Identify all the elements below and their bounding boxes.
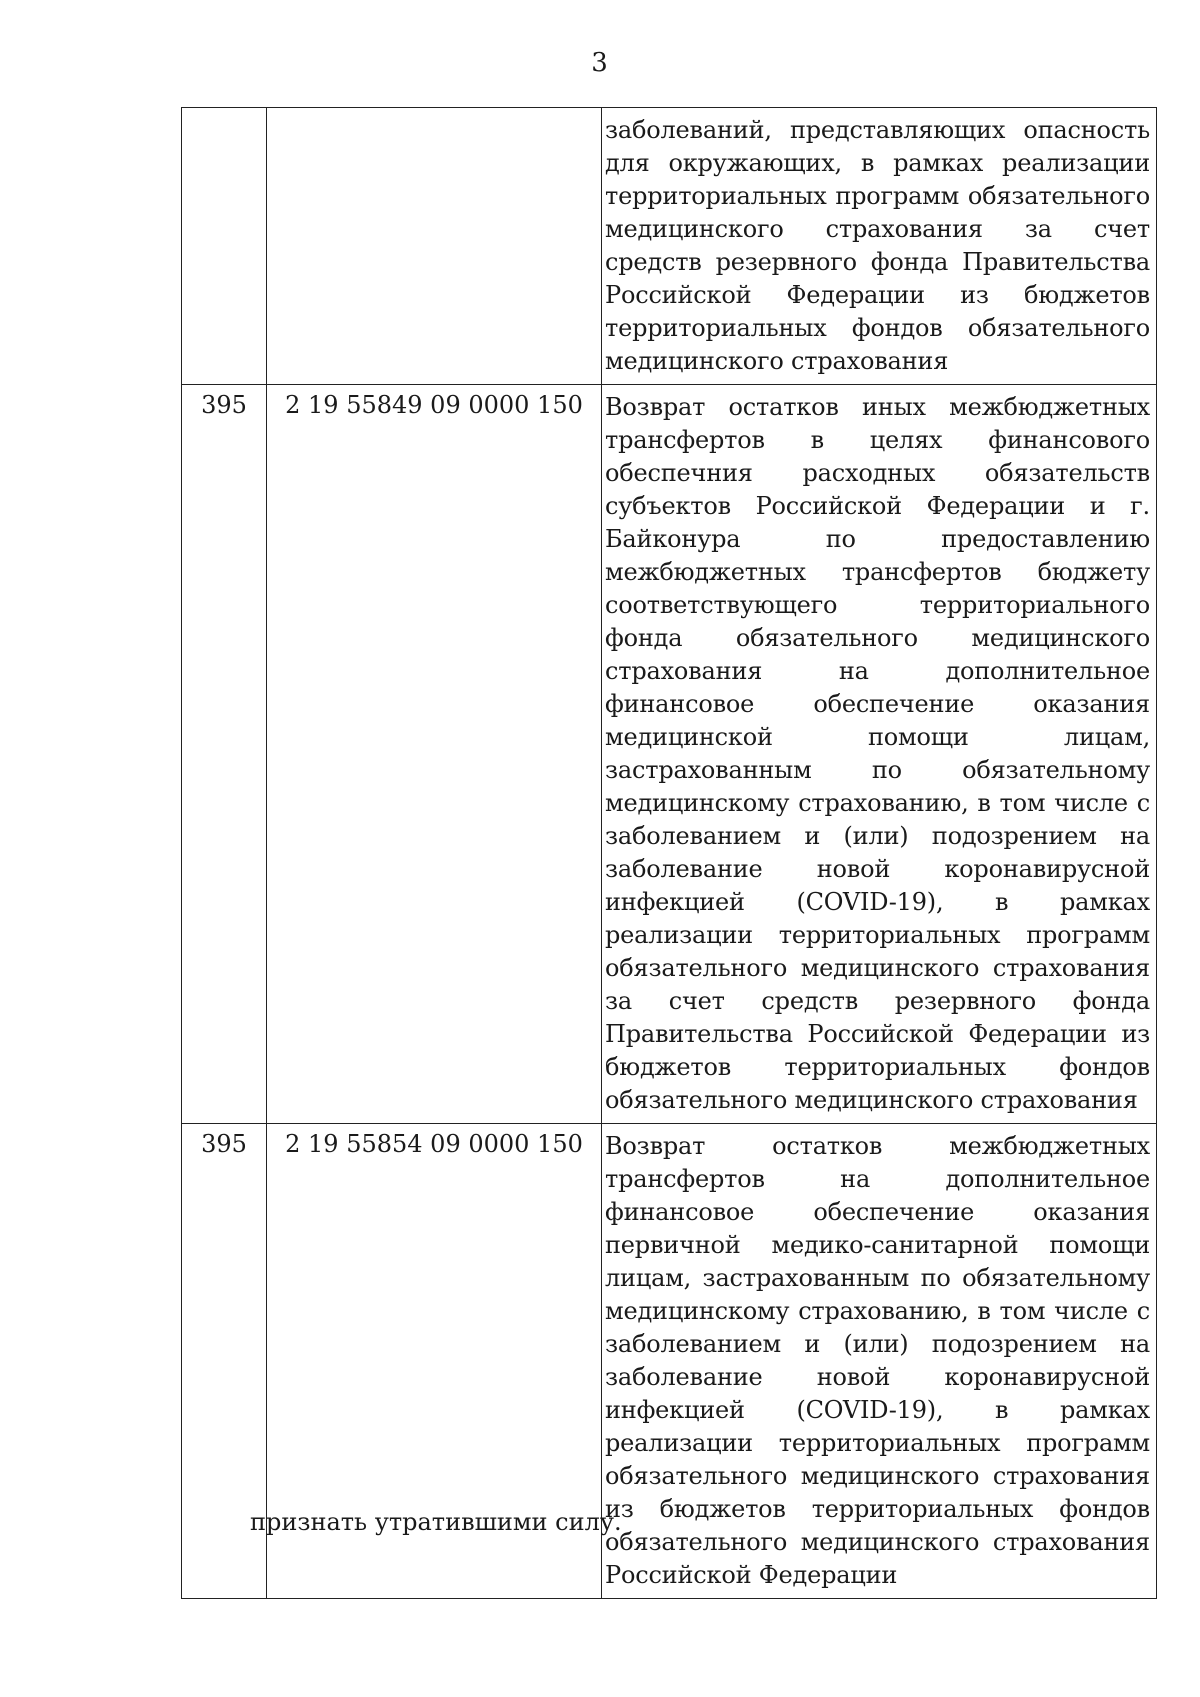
description-cell: Возврат остатков межбюджетных трансфертов на дополнительное финансовое обеспечение оказания первичной медико-санитарной помощи лицам, застрахованным по обязательному медицинскому страхованию, в том числе с заболеванием и (или) подозрением на заболевание новой коронавирусной инфекцией (COVID-19), в рамках реализации территориальных программ обязательного медицинского страхования из бюджетов территориальных фондов обязательного медицинского страхования Российской Федерации <box>602 1124 1157 1599</box>
description-cell: Возврат остатков иных межбюджетных трансфертов в целях финансового обеспечния расходных обязательств субъектов Российской Федерации и г. Байконура по предоставлению межбюджетных трансфертов бюджету соответствующего территориального фонда обязательного медицинского страхования на дополнительное финансовое обеспечение оказания медицинской помощи лицам, застрахованным по обязательному медицинскому страхованию, в том числе с заболеванием и (или) подозрением на заболевание новой коронавирусной инфекцией (COVID-19), в рамках реализации территориальных программ обязательного медицинского страхования за счет средств резервного фонда Правительства Российской Федерации из бюджетов территориальных фондов обязательного медицинского страхования <box>602 385 1157 1124</box>
page-number: 3 <box>591 48 608 78</box>
row-number-cell: 395 <box>182 1124 267 1599</box>
budget-code-cell <box>267 108 602 385</box>
closing-statement: признать утратившими силу. <box>250 1508 622 1536</box>
row-number-cell: 395 <box>182 385 267 1124</box>
description-cell: заболеваний, представляющих опасность для окружающих, в рамках реализации территориальных программ обязательного медицинского страхования за счет средств резервного фонда Правительства Российской Федерации из бюджетов территориальных фондов обязательного медицинского страхования <box>602 108 1157 385</box>
row-number-cell <box>182 108 267 385</box>
table-row <box>182 108 1157 385</box>
budget-code-cell: 2 19 55854 09 0000 150 <box>267 1124 602 1599</box>
budget-code-cell: 2 19 55849 09 0000 150 <box>267 385 602 1124</box>
table-row <box>182 385 1157 1124</box>
budget-codes-table <box>181 107 1157 1599</box>
